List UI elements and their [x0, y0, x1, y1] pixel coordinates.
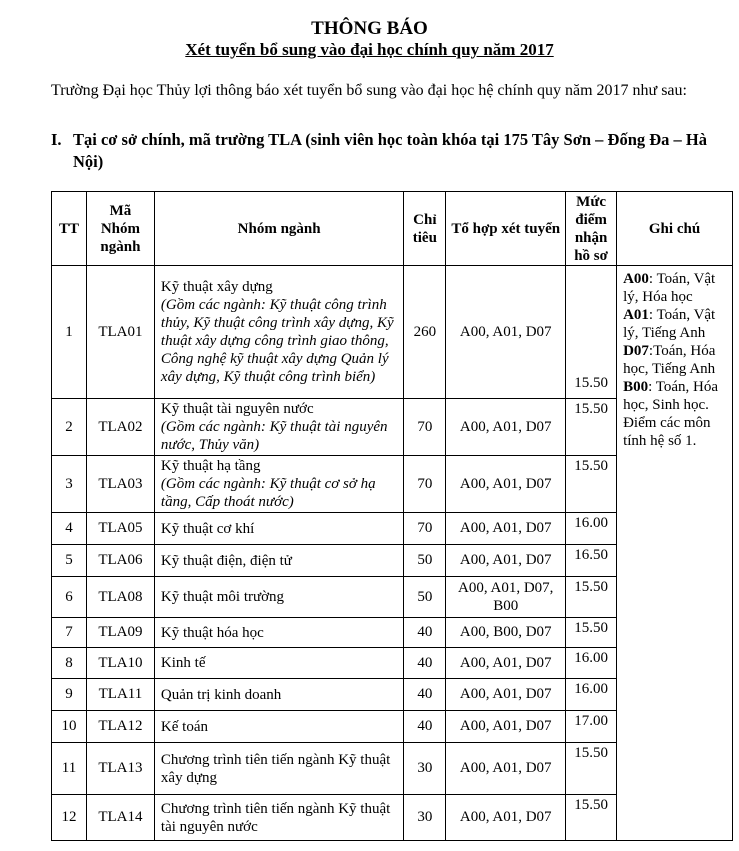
row-combo: A00, A01, D07	[446, 513, 566, 545]
row-combo: A00, A01, D07	[446, 743, 566, 795]
section-text: Tại cơ sở chính, mã trường TLA (sinh viên học toàn khóa tại 175 Tây Sơn – Đống Đa – Hà Nội)	[73, 130, 707, 171]
table-row	[52, 266, 733, 399]
row-code: TLA06	[86, 545, 154, 577]
note-a00-code: A00	[623, 271, 649, 287]
intro-paragraph: Trường Đại học Thủy lợi thông báo xét tuyển bổ sung vào đại học hệ chính quy năm 2017 như sau:	[51, 82, 687, 99]
row-name: Chương trình tiên tiến ngành Kỹ thuật xây dựng	[154, 743, 403, 795]
row-name	[154, 266, 403, 399]
row-name: Kỹ thuật hóa học	[154, 618, 403, 648]
header-group: Nhóm ngành	[154, 192, 403, 266]
header-tt: TT	[52, 192, 87, 266]
notice-title: THÔNG BÁO	[311, 18, 428, 39]
row-name: Kỹ thuật môi trường	[154, 577, 403, 618]
row-tt: 3	[52, 456, 87, 513]
row-name: Kế toán	[154, 711, 403, 743]
row-tt: 1	[52, 266, 87, 399]
row-score: 15.50	[566, 266, 617, 399]
row-score: 16.00	[566, 648, 617, 679]
row-combo: A00, A01, D07	[446, 545, 566, 577]
row-score: 15.50	[566, 743, 617, 795]
row-name: Kinh tế	[154, 648, 403, 679]
note-d07-text: :Toán, Hóa học, Tiếng Anh	[623, 343, 716, 377]
header-note: Ghi chú	[617, 192, 733, 266]
row-name: Kỹ thuật cơ khí	[154, 513, 403, 545]
row-quota: 40	[404, 648, 446, 679]
row-code: TLA11	[86, 679, 154, 711]
row-tt: 2	[52, 399, 87, 456]
row-tt: 12	[52, 795, 87, 841]
row-score: 15.50	[566, 795, 617, 841]
note-cell	[617, 266, 733, 841]
row-name	[154, 456, 403, 513]
row-quota: 40	[404, 618, 446, 648]
row-quota: 70	[404, 399, 446, 456]
row-code: TLA14	[86, 795, 154, 841]
row-quota: 40	[404, 679, 446, 711]
row-tt: 11	[52, 743, 87, 795]
row-name: Kỹ thuật điện, điện tử	[154, 545, 403, 577]
row-combo: A00, A01, D07	[446, 266, 566, 399]
row-quota: 70	[404, 456, 446, 513]
row-quota: 260	[404, 266, 446, 399]
row-code: TLA03	[86, 456, 154, 513]
row-combo: A00, A01, D07	[446, 711, 566, 743]
note-a00-text: : Toán, Vật lý, Hóa học	[623, 271, 716, 305]
row-quota: 50	[404, 577, 446, 618]
section-heading	[51, 129, 731, 173]
note-b00-text: : Toán, Hóa học, Sinh học.	[623, 379, 719, 413]
row-quota: 40	[404, 711, 446, 743]
row-tt: 5	[52, 545, 87, 577]
header-quota: Chỉ tiêu	[404, 192, 446, 266]
section-number: I.	[51, 130, 62, 149]
row-score: 15.50	[566, 456, 617, 513]
row-name-detail: (Gồm các ngành: Kỹ thuật cơ sở hạ tầng, Cấp thoát nước)	[160, 476, 376, 510]
header-code: Mã Nhóm ngành	[86, 192, 154, 266]
row-score: 15.50	[566, 618, 617, 648]
row-tt: 6	[52, 577, 87, 618]
row-score: 15.50	[566, 399, 617, 456]
row-combo: A00, A01, D07	[446, 648, 566, 679]
header-score: Mức điểm nhận hồ sơ	[566, 192, 617, 266]
row-quota: 70	[404, 513, 446, 545]
row-tt: 7	[52, 618, 87, 648]
row-combo: A00, B00, D07	[446, 618, 566, 648]
row-name: Quản trị kinh doanh	[154, 679, 403, 711]
row-score: 16.50	[566, 545, 617, 577]
header-combo: Tổ hợp xét tuyển	[446, 192, 566, 266]
row-code: TLA02	[86, 399, 154, 456]
note-a01-text: : Toán, Vật lý, Tiếng Anh	[623, 307, 716, 341]
row-name: Chương trình tiên tiến ngành Kỹ thuật tài nguyên nước	[154, 795, 403, 841]
row-name-main: Kỹ thuật xây dựng	[160, 279, 273, 295]
row-code: TLA09	[86, 618, 154, 648]
row-tt: 8	[52, 648, 87, 679]
row-combo: A00, A01, D07, B00	[446, 577, 566, 618]
row-combo: A00, A01, D07	[446, 456, 566, 513]
row-code: TLA08	[86, 577, 154, 618]
admission-table	[51, 191, 733, 841]
note-b00-code: B00	[623, 379, 649, 395]
row-score: 16.00	[566, 679, 617, 711]
row-combo: A00, A01, D07	[446, 795, 566, 841]
row-tt: 10	[52, 711, 87, 743]
row-score: 15.50	[566, 577, 617, 618]
note-a01-code: A01	[623, 307, 649, 323]
table-header-row	[52, 192, 733, 266]
row-name-detail: (Gồm các ngành: Kỹ thuật công trình thủy, Kỹ thuật công trình xây dựng, Kỹ thuật xây dựng công trình giao thông, Công nghệ kỹ thuật xây dựng Quản lý xây dựng, Kỹ thuật công trình biển)	[160, 297, 394, 385]
row-code: TLA05	[86, 513, 154, 545]
row-tt: 9	[52, 679, 87, 711]
row-combo: A00, A01, D07	[446, 399, 566, 456]
row-name-main: Kỹ thuật hạ tầng	[160, 458, 261, 474]
row-quota: 30	[404, 743, 446, 795]
row-code: TLA12	[86, 711, 154, 743]
row-code: TLA13	[86, 743, 154, 795]
row-tt: 4	[52, 513, 87, 545]
row-code: TLA01	[86, 266, 154, 399]
notice-subtitle: Xét tuyển bổ sung vào đại học chính quy năm 2017	[185, 40, 554, 59]
row-quota: 50	[404, 545, 446, 577]
note-coefficient: Điểm các môn tính hệ số 1.	[623, 415, 711, 449]
row-combo: A00, A01, D07	[446, 679, 566, 711]
row-name-main: Kỹ thuật tài nguyên nước	[160, 401, 314, 417]
row-name	[154, 399, 403, 456]
row-quota: 30	[404, 795, 446, 841]
row-score: 16.00	[566, 513, 617, 545]
row-score: 17.00	[566, 711, 617, 743]
row-code: TLA10	[86, 648, 154, 679]
row-name-detail: (Gồm các ngành: Kỹ thuật tài nguyên nước, Thủy văn)	[160, 419, 388, 453]
note-d07-code: D07	[623, 343, 649, 359]
